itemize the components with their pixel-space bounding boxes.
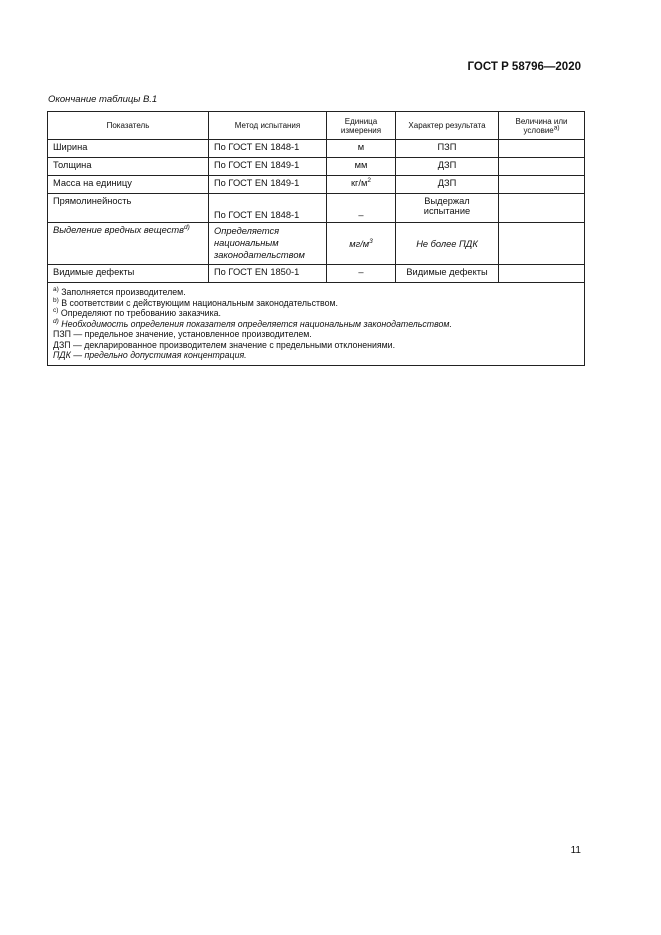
footnote-marker: d) — [53, 317, 59, 325]
footnote-marker: c) — [53, 307, 59, 315]
document-number: ГОСТ Р 58796—2020 — [467, 61, 581, 73]
table-header-row — [48, 112, 585, 140]
table-caption: Окончание таблицы В.1 — [48, 94, 158, 105]
header-value — [499, 112, 585, 140]
table-row — [48, 265, 585, 283]
footnote-b — [53, 298, 579, 309]
cell-result: Не более ПДК — [396, 223, 499, 265]
table-row — [48, 176, 585, 194]
cell-result: ПЗП — [396, 140, 499, 158]
cell-result: ДЗП — [396, 158, 499, 176]
cell-unit — [327, 176, 396, 194]
header-result: Характер результата — [396, 112, 499, 140]
cell-unit-superscript: 3 — [369, 237, 373, 245]
cell-method: Определяется национальным законодательством — [209, 223, 327, 265]
cell-indicator: Толщина — [48, 158, 209, 176]
cell-indicator-text: Выделение вредных веществ — [53, 225, 184, 235]
cell-result: Выдержал испытание — [396, 194, 499, 223]
cell-unit — [327, 223, 396, 265]
header-method: Метод испытания — [209, 112, 327, 140]
footnote-text: В соответствии с действующим национальным законодательством. — [58, 297, 338, 308]
abbreviation-pzp: ПЗП — предельное значение, установленное производителем. — [53, 329, 312, 339]
abbreviation-pdk: ПДК — предельно допустимая концентрация. — [53, 350, 247, 360]
header-indicator: Показатель — [48, 112, 209, 140]
cell-method: По ГОСТ EN 1849-1 — [209, 158, 327, 176]
cell-indicator: Масса на единицу — [48, 176, 209, 194]
cell-unit: – — [327, 194, 396, 223]
footnote-text: Определяют по требованию заказчика. — [58, 308, 221, 318]
footnote-c — [53, 308, 579, 319]
cell-value — [499, 176, 585, 194]
cell-value — [499, 158, 585, 176]
abbreviation-dzp: ДЗП — декларированное производителем значение с предельными отклонениями. — [53, 339, 396, 350]
cell-method: По ГОСТ EN 1848-1 — [209, 140, 327, 158]
footnote-text: Необходимость определения показателя определяется национальным законодательством. — [58, 318, 452, 329]
table-row — [48, 140, 585, 158]
cell-indicator: Прямолинейность — [48, 194, 209, 223]
table-row — [48, 223, 585, 265]
cell-result: Видимые дефекты — [396, 265, 499, 283]
table-row — [48, 194, 585, 223]
header-unit: Единица измерения — [327, 112, 396, 140]
cell-value — [499, 194, 585, 223]
footnote-marker: а) — [53, 286, 59, 294]
cell-method: По ГОСТ EN 1850-1 — [209, 265, 327, 283]
header-value-text: Величина или условие — [515, 116, 568, 135]
footnote-d — [53, 319, 579, 330]
table-notes-row — [48, 283, 585, 366]
cell-unit-text: мг/м — [349, 238, 370, 249]
cell-value — [499, 265, 585, 283]
cell-unit: м — [327, 140, 396, 158]
cell-indicator — [48, 223, 209, 265]
cell-indicator: Видимые дефекты — [48, 265, 209, 283]
footnote-marker: b) — [53, 296, 59, 304]
cell-unit-superscript: 2 — [367, 176, 372, 184]
cell-indicator-footnote: d) — [183, 223, 190, 231]
specification-table — [47, 111, 585, 366]
cell-result: ДЗП — [396, 176, 499, 194]
page-number: 11 — [570, 845, 581, 856]
footnote-a — [53, 287, 579, 298]
cell-unit-text: кг/м — [350, 178, 368, 188]
cell-unit: мм — [327, 158, 396, 176]
cell-method: По ГОСТ EN 1848-1 — [209, 194, 327, 223]
footnote-text: Заполняется производителем. — [58, 287, 186, 297]
cell-value — [499, 223, 585, 265]
cell-indicator: Ширина — [48, 140, 209, 158]
header-value-footnote: а) — [553, 123, 560, 131]
table-row — [48, 158, 585, 176]
cell-method: По ГОСТ EN 1849-1 — [209, 176, 327, 194]
cell-value — [499, 140, 585, 158]
table-notes — [48, 283, 585, 366]
cell-unit: – — [327, 265, 396, 283]
